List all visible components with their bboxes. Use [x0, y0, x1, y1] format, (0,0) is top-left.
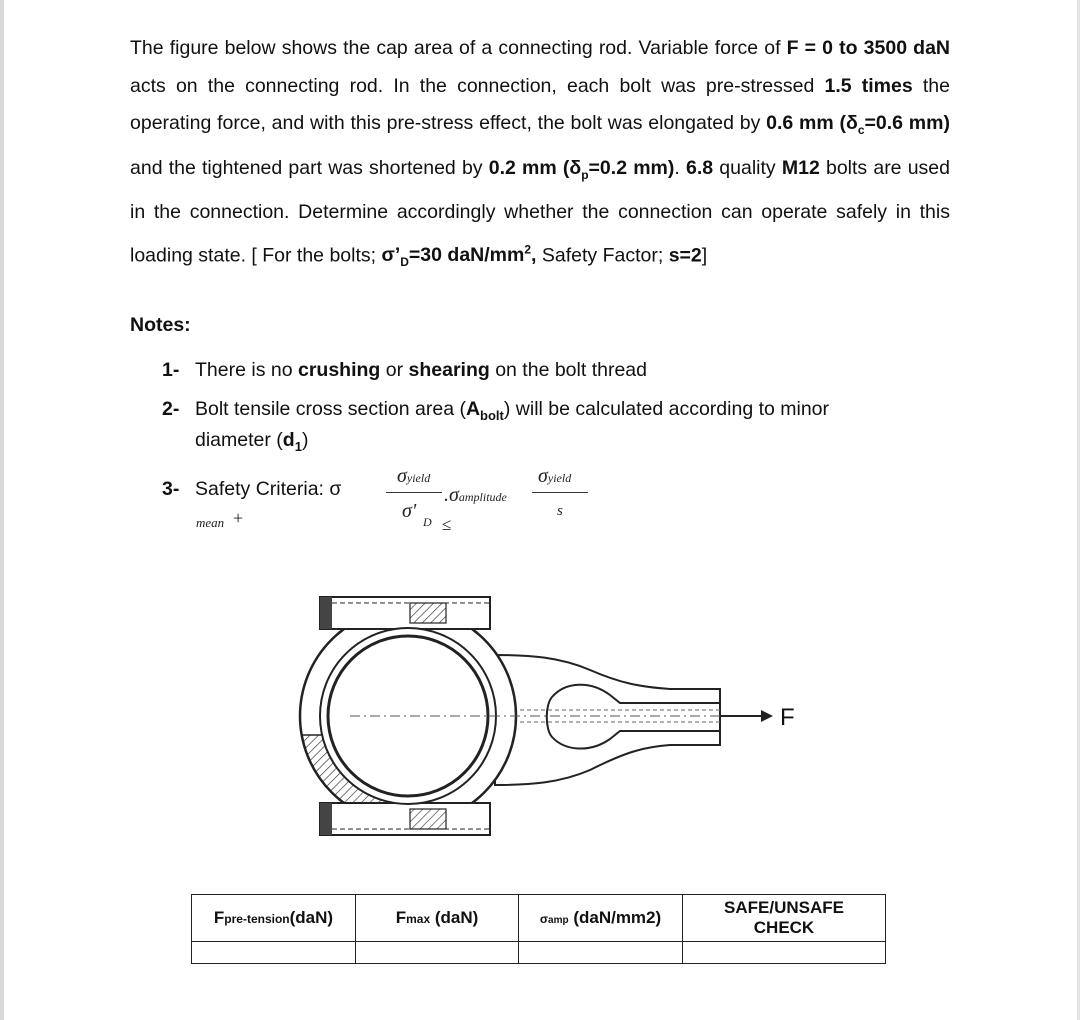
- cell-f-pretension[interactable]: [192, 942, 356, 964]
- text-segment: ]: [701, 244, 708, 267]
- fraction-bar-1: [386, 492, 442, 493]
- formula-sigma-prime-d: σ': [402, 500, 417, 522]
- note-2: 2- Bolt tensile cross section area $(A_{bolt})$ will be calculated according to minor diameter $(d_1)$: [162, 398, 830, 454]
- prestress-factor: 1.5 times: [824, 74, 913, 97]
- header-sigma-amp: σamp (daN/mm2): [519, 895, 683, 942]
- fraction-bar-2: [532, 492, 588, 493]
- formula-d-subscript: D: [423, 515, 432, 529]
- safety-factor: s=2: [668, 244, 702, 267]
- text-segment: bolts are used in the connection. Determine accordingly whether the connection can operate safely in this loading state. [ For the bolts;: [130, 156, 950, 267]
- formula-sigma-yield-1: σyield: [397, 465, 431, 487]
- note-3: 3- Safety Criteria: σ: [162, 478, 342, 500]
- page-frame-left: [0, 0, 4, 1020]
- bolt-top: [320, 597, 490, 629]
- formula-sigma-amplitude: .σamplitude: [444, 484, 507, 506]
- text-segment: quality: [713, 156, 782, 179]
- connecting-rod-figure: [290, 585, 810, 855]
- text-segment: The figure below shows the cap area of a connecting rod. Variable force of: [130, 37, 787, 59]
- cell-sigma-amp[interactable]: [519, 942, 683, 964]
- text-segment: acts on the connecting rod. In the connection, each bolt was pre-stressed: [130, 74, 825, 97]
- cell-safe-check[interactable]: [683, 942, 886, 964]
- bolt-quality: 6.8: [686, 156, 714, 179]
- text-segment: the operating force, and with this pre-stress effect, the bolt was elongated by: [130, 74, 951, 135]
- formula-leq: ≤: [442, 515, 452, 534]
- sigma-d-value: $\sigma’_D=30$ daN/$mm^2$,: [381, 242, 537, 270]
- text-segment: and the tightened part was shortened by: [130, 156, 489, 179]
- table-header-row: [192, 895, 886, 942]
- bolt-elongation: 0.6 mm ($\delta_c=0.6$ mm): [766, 112, 950, 138]
- table-row: [192, 942, 886, 964]
- bolt-top-head: [320, 597, 332, 629]
- note-number: 1-: [162, 359, 180, 381]
- header-safe-check: SAFE/UNSAFE CHECK: [683, 895, 886, 942]
- formula-sigma-yield-2: σyield: [538, 465, 572, 487]
- cell-f-max[interactable]: [356, 942, 519, 964]
- notes-heading: Notes:: [130, 314, 191, 336]
- force-arrow-head: [761, 710, 773, 722]
- problem-statement: [130, 30, 950, 282]
- note-number: 3-: [162, 478, 180, 500]
- force-range: F = 0 to 3500 daN: [786, 37, 950, 59]
- formula-mean-subscript: mean: [196, 515, 225, 530]
- force-label: F: [780, 704, 795, 731]
- formula-plus-sign: +: [233, 508, 244, 528]
- results-table: [191, 894, 886, 964]
- formula-s: s: [557, 503, 563, 519]
- bolt-size: M12: [781, 156, 820, 179]
- header-f-max: Fmax (daN): [356, 895, 519, 942]
- note-1: 1- There is no crushing or shearing on the bolt thread: [162, 359, 647, 381]
- bolt-bottom: [320, 803, 490, 835]
- text-segment: .: [674, 156, 687, 179]
- part-shortening: 0.2 mm ($\delta_p=0.2$ mm): [488, 156, 675, 182]
- text-segment: Safety Factor;: [536, 244, 669, 267]
- header-f-pretension: Fpre-tension(daN): [192, 895, 356, 942]
- bolt-bottom-head: [320, 803, 332, 835]
- note-number: 2-: [162, 398, 180, 420]
